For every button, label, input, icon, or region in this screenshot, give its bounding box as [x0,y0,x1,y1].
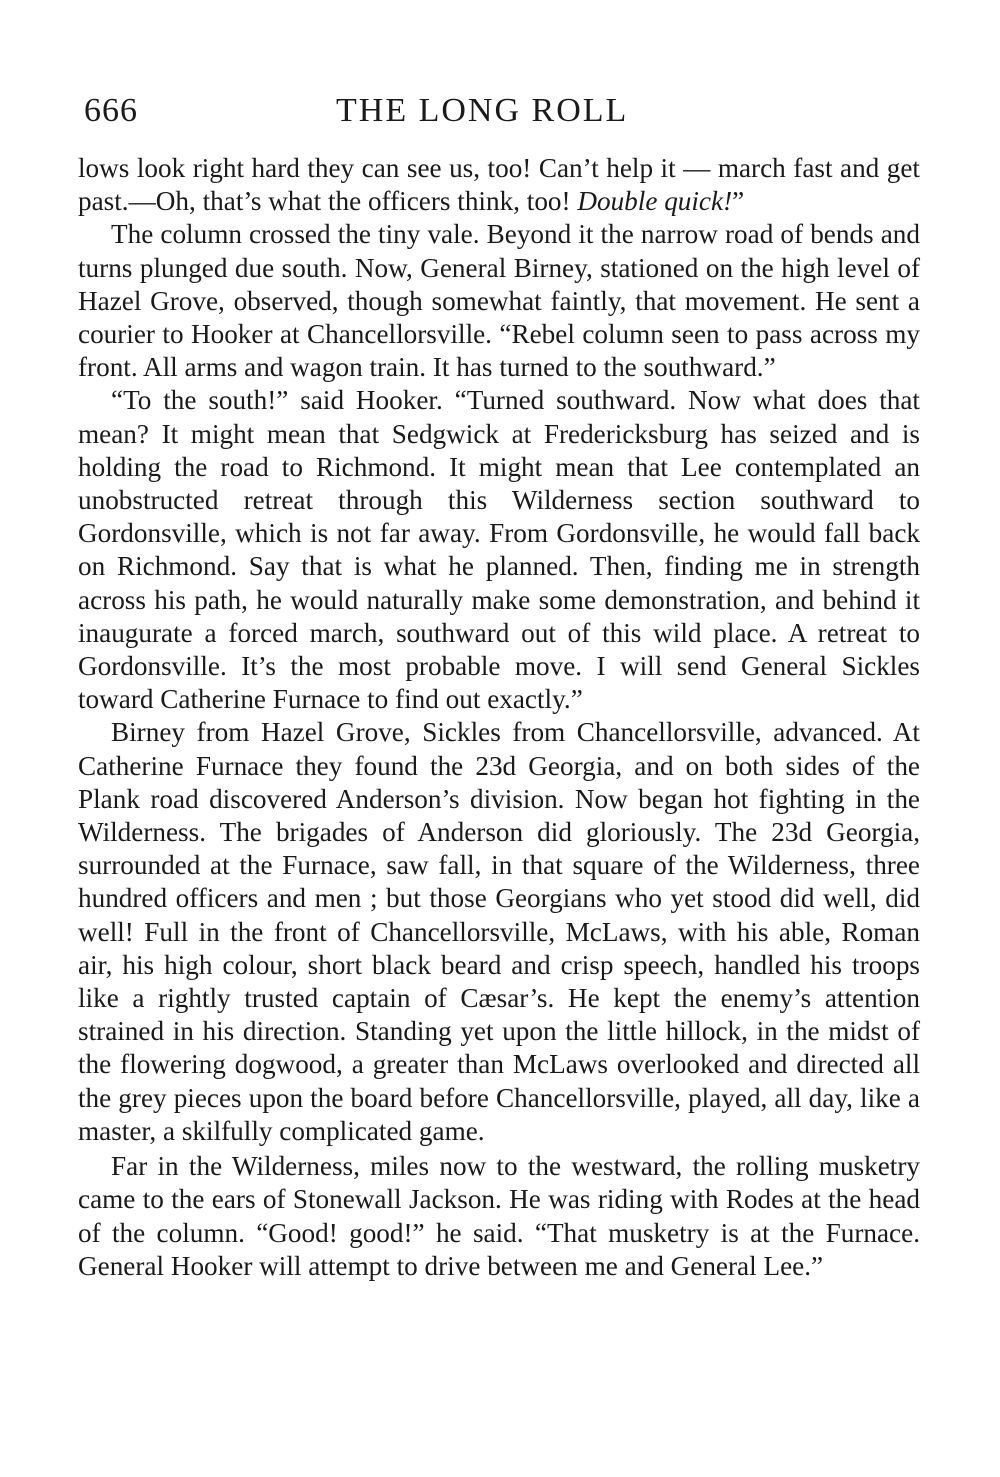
paragraph: The column crossed the tiny vale. Beyond it the narrow road of bends and turns plunged due south. Now, General Birney, stationed on the high level of Hazel Grove, observed, though somewhat faintly, that movement. He sent a courier to Hooker at Chancellorsville. “Rebel column seen to pass across my front. All arms and wagon train. It has turned to the southward.” [78,219,920,383]
body-text [78,152,920,1283]
paragraph: Far in the Wilderness, miles now to the westward, the rolling musketry came to the ears of Stonewall Jackson. He was riding with Rodes at the head of the column. “Good! good!” he said. “That musketry is at the Furnace. General Hooker will attempt to drive between me and General Lee.” [78,1151,920,1281]
page-header [78,92,920,142]
book-page [78,92,920,1283]
running-title: THE LONG ROLL [336,92,629,129]
page-number: 666 [84,92,138,129]
paragraph: “To the south!” said Hooker. “Turned southward. Now what does that mean? It might mean that Sedgwick at Fredericksburg has seized and is holding the road to Richmond. It might mean that Lee contemplated an unobstructed retreat through this Wilderness section southward to Gordonsville, which is not far away. From Gordonsville, he would fall back on Richmond. Say that is what he planned. Then, finding me in strength across his path, he would naturally make some demonstration, and behind it inaugurate a forced march, southward out of this wild place. A retreat to Gordonsville. It’s the most probable move. I will send General Sickles toward Catherine Furnace to find out exactly.” [78,385,920,715]
paragraph: Birney from Hazel Grove, Sickles from Chancellorsville, advanced. At Catherine Furnace they found the 23d Georgia, and on both sides of the Plank road discovered Anderson’s division. Now began hot fighting in the Wilderness. The brigades of Anderson did gloriously. The 23d Georgia, surrounded at the Furnace, saw fall, in that square of the Wilderness, three hundred officers and men ; but those Georgians who yet stood did well, did well! Full in the front of Chancellorsville, McLaws, with his able, Roman air, his high colour, short black beard and crisp speech, handled his troops like a rightly trusted captain of Cæsar’s. He kept the enemy’s attention strained in his direction. Standing yet upon the little hillock, in the midst of the flowering dogwood, a greater than McLaws overlooked and directed all the grey pieces upon the board before Chancellorsville, played, all day, like a master, a skilfully complicated game. [78,717,920,1146]
italic-phrase: Double quick! [577,186,733,217]
paragraph-text: lows look right hard they can see us, too! Can’t help it — march fast and get past.—Oh, that’s what the officers think, too! [78,153,920,217]
paragraph-continued [78,152,920,218]
closing-quote: ” [732,186,745,217]
